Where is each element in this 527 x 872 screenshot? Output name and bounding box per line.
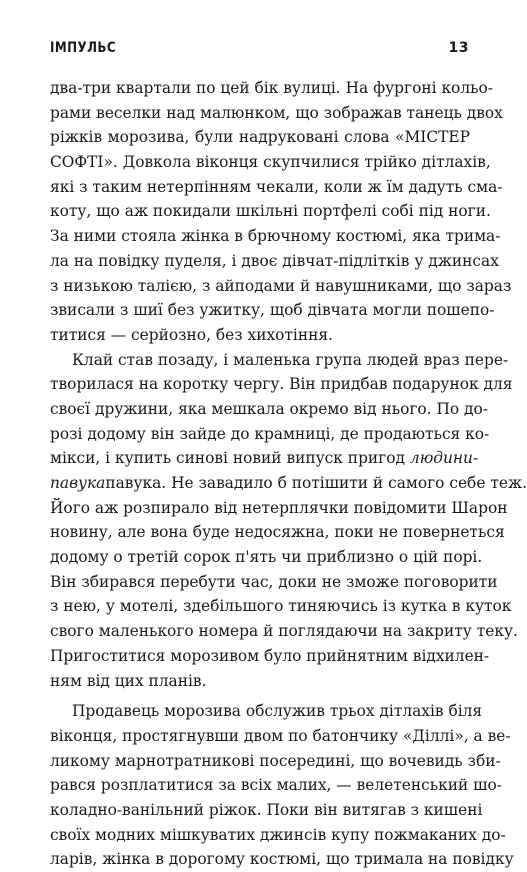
italic-title: павука <box>50 474 106 492</box>
text-line: рався розплатитися за всіх малих, — велетенський шо- <box>50 776 502 795</box>
text-segment: павука. Не завадило б потішити й самого себе теж. <box>105 474 527 492</box>
text-line: своєї дружини, яка мешкала окремо від нього. По до- <box>50 399 488 418</box>
text-line: коладно-ванільний ріжок. Поки він витягав з кишені <box>50 800 483 819</box>
text-line: додому о третій сорок п'ять чи приблизно о цій порі. <box>50 548 483 567</box>
text-line: розі додому він зайде до крамниці, де продаються ко- <box>50 424 490 443</box>
text-line: ларів, жінка в дорогому костюмі, що тримала на повідку <box>50 850 514 869</box>
text-line: ликому марнотратникові посередині, що вочевидь зби- <box>50 751 501 770</box>
text-line: з низькою талією, з айподами й навушниками, що зараз <box>50 276 512 295</box>
text-line: ням від цих планів. <box>50 671 207 690</box>
text-line: рами веселки над малюнком, що зображав танець двох <box>50 103 503 122</box>
text-line: коту, що аж покидали шкільні портфелі собі під ноги. <box>50 202 491 221</box>
text-line: новину, але вона буде недосяжна, поки не повернеться <box>50 523 505 542</box>
text-line: творилася на коротку чергу. Він придбав подарунок для <box>50 375 513 394</box>
text-line: Його аж розпирало від нетерплячки повідомити Шарон <box>50 498 508 517</box>
text-line: які з таким нетерпінням чекали, коли ж їм дадуть сма- <box>50 177 503 196</box>
text-line: СОФТІ». Довкола віконця скупчилися трійко дітлахів, <box>50 153 491 172</box>
text-segment: мікси, і купить синові новий випуск пригод <box>50 449 410 468</box>
text-line: з нею, у мотелі, здебільшого тиняючись із кутка в куток <box>50 597 512 616</box>
text-line <box>50 471 527 496</box>
page-number: 13 <box>448 40 469 56</box>
text-line: Він збирався перебути час, доки не зможе поговорити <box>50 572 498 591</box>
text-line: два-три квартали по цей бік вулиці. На фургоні кольо- <box>50 79 493 97</box>
text-line: ла на повідку пуделя, і двоє дівчат-підлітків у джинсах <box>50 251 499 270</box>
running-head <box>50 40 469 60</box>
text-line: титися — серйозно, без хихотіння. <box>50 325 333 344</box>
italic-title: людини- <box>409 449 479 468</box>
text-line <box>50 446 479 471</box>
text-line: своїх модних мішкуватих джинсів купу пожмаканих до- <box>50 825 506 844</box>
text-line: Продавець морозива обслужив трьох дітлахів біля <box>72 702 483 721</box>
text-line: ріжків морозива, були надруковані слова «МІСТЕР <box>50 128 470 147</box>
text-line: віконця, простягнувши двом по батончику «Діллі», а ве- <box>50 726 511 745</box>
text-line: За ними стояла жінка в брючному костюмі, яка трима- <box>50 227 501 246</box>
body-text <box>50 76 527 872</box>
text-line: звисали з шиї без ужитку, щоб дівчата могли пошепо- <box>50 301 495 320</box>
text-line: свого маленького номера й поглядаючи на закриту теку. <box>50 622 518 641</box>
text-line: Пригоститися морозивом було прийнятним відхилен- <box>50 646 490 665</box>
running-title: ІМПУЛЬС <box>50 40 117 56</box>
text-line: Клай став позаду, і маленька група людей враз пере- <box>72 350 509 369</box>
